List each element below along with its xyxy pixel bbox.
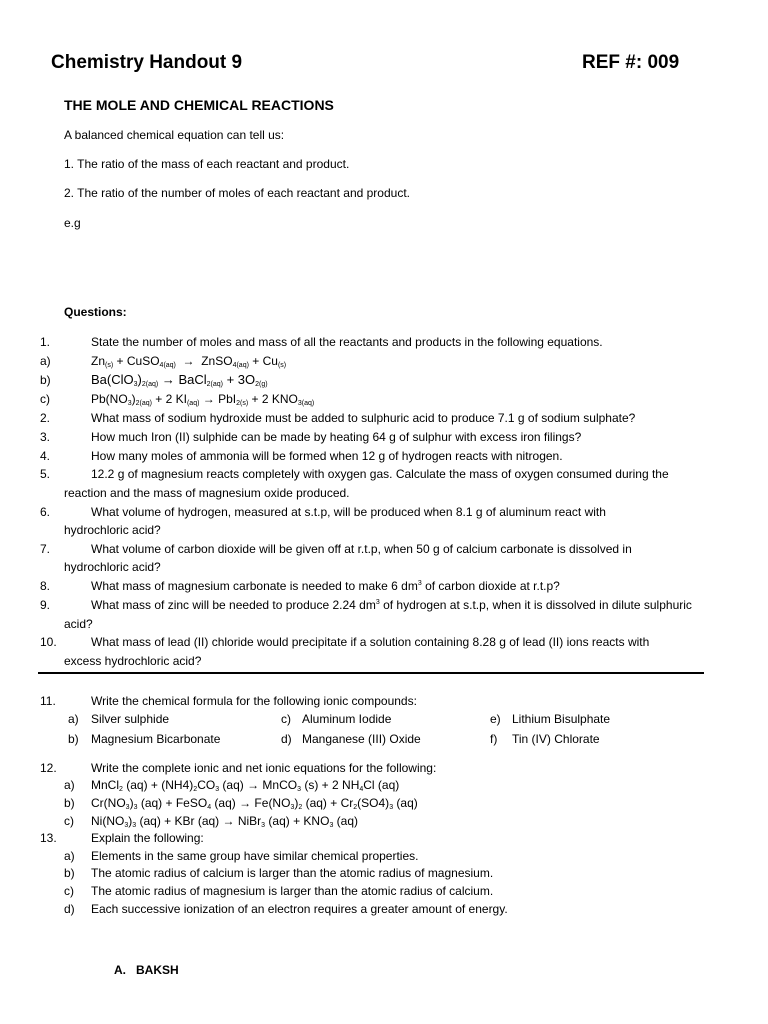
question-6-line-2: hydrochloric acid? [64, 523, 161, 537]
sub-label: a) [64, 849, 75, 863]
question-12-text: Write the complete ionic and net ionic equations for the following: [91, 761, 437, 775]
question-7-line-1: What volume of carbon dioxide will be given off at r.t.p, when 50 g of calcium carbonate is dissolved in [91, 542, 632, 556]
sub-label: c) [40, 392, 50, 406]
sub-label: e) [490, 712, 501, 726]
sub-label: b) [40, 373, 51, 387]
equation-1a: $Zn_{(s)}$ + CuSO$_{4(aq)}$ → ZnSO$_{4(aq)}$ + $Cu_{(s)}$ [91, 354, 287, 369]
question-number: 12. [40, 761, 57, 775]
question-8-text: What mass of magnesium carbonate is needed to make 6 $dm^3$ of carbon dioxide at r.t.p? [91, 579, 560, 593]
intro-lead: A balanced chemical equation can tell us: [64, 128, 285, 142]
question-number: 1. [40, 335, 51, 349]
question-9-line-2: acid? [64, 617, 93, 631]
question-7-line-2: hydrochloric acid? [64, 560, 161, 574]
sub-label: d) [281, 732, 292, 746]
question-6-line-1: What volume of hydrogen, measured at s.t.p, will be produced when 8.1 g of aluminum react with [91, 505, 606, 519]
author-name: A. BAKSH [114, 963, 179, 977]
sub-label: a) [40, 354, 51, 368]
question-number: 3. [40, 430, 51, 444]
sub-label: a) [68, 712, 79, 726]
question-number: 13. [40, 831, 57, 845]
sub-label: d) [64, 902, 75, 916]
sub-label: b) [68, 732, 79, 746]
explain-item: Elements in the same group have similar chemical properties. [91, 849, 419, 863]
question-number: 6. [40, 505, 51, 519]
sub-label: b) [64, 796, 75, 810]
question-number: 9. [40, 598, 51, 612]
compound-item: Silver sulphide [91, 712, 170, 726]
equation-1c: $Pb(NO_3)_{2(aq)} + 2$ $KI_{(aq)} \to PbI_{2(s)} + 2$ $KNO_{3(aq)}$ [91, 392, 315, 407]
equation-12c: $Ni(NO_3)_3$ (aq) + KBr (aq) → NiBr$_3$ $(aq) + KNO_3$ (aq) [91, 814, 359, 829]
intro-point-2: 2. The ratio of the number of moles of each reactant and product. [64, 186, 410, 200]
question-10-line-1: What mass of lead (II) chloride would precipitate if a solution containing 8.28 g of lead (II) ions reacts with [91, 635, 650, 649]
sub-label: f) [490, 732, 498, 746]
question-5-line-1: 12.2 g of magnesium reacts completely with oxygen gas. Calculate the mass of oxygen consumed during the [91, 467, 669, 481]
question-3-text: How much Iron (II) sulphide can be made by heating 64 g of sulphur with excess iron filings? [91, 430, 582, 444]
questions-heading: Questions: [64, 305, 127, 319]
handout-title: Chemistry Handout 9 [51, 52, 243, 73]
question-2-text: What mass of sodium hydroxide must be added to sulphuric acid to produce 7.1 g of sodium sulphate? [91, 411, 636, 425]
question-number: 7. [40, 542, 51, 556]
equation-12a: MnCl$_2$ $(aq) + (NH4)_2CO_3$ (aq) → MnCO$_3$ (s) + 2 $NH_4Cl$ (aq) [91, 778, 400, 793]
question-number: 4. [40, 449, 51, 463]
equation-12b: $Cr(NO_3)_3$ (aq) + FeSO$_4$ $(aq) \to Fe(NO_3)_2$ $(aq) + Cr_2(SO4)_3$ (aq) [91, 796, 418, 811]
sub-label: c) [281, 712, 291, 726]
question-1-text: State the number of moles and mass of all the reactants and products in the following equations. [91, 335, 603, 349]
explain-item: The atomic radius of magnesium is larger than the atomic radius of calcium. [91, 884, 494, 898]
compound-item: Lithium Bisulphate [512, 712, 611, 726]
sub-label: a) [64, 778, 75, 792]
intro-point-1: 1. The ratio of the mass of each reactant and product. [64, 157, 350, 171]
section-title: THE MOLE AND CHEMICAL REACTIONS [64, 97, 334, 113]
equation-1b: $Ba(ClO_3)_{2(aq)}$ → BaCl$_{2(aq)}$ + $3O_{2(g)}$ [91, 372, 268, 388]
reference-number: REF #: 009 [582, 52, 680, 73]
question-number: 8. [40, 579, 51, 593]
intro-example: e.g [64, 216, 81, 230]
question-5-line-2: reaction and the mass of magnesium oxide produced. [64, 486, 350, 500]
question-11-text: Write the chemical formula for the following ionic compounds: [91, 694, 417, 708]
compound-item: Tin (IV) Chlorate [512, 732, 600, 746]
question-10-line-2: excess hydrochloric acid? [64, 654, 202, 668]
section-divider [38, 672, 704, 674]
question-4-text: How many moles of ammonia will be formed when 12 g of hydrogen reacts with nitrogen. [91, 449, 563, 463]
question-number: 2. [40, 411, 51, 425]
sub-label: c) [64, 814, 74, 828]
compound-item: Manganese (III) Oxide [302, 732, 421, 746]
compound-item: Magnesium Bicarbonate [91, 732, 221, 746]
compound-item: Aluminum Iodide [302, 712, 392, 726]
question-9-line-1: What mass of zinc will be needed to produce 2.24 $dm^3$ of hydrogen at s.t.p, when it is dissolved in dilute sulphuric [91, 598, 692, 612]
sub-label: b) [64, 866, 75, 880]
question-number: 11. [40, 694, 56, 708]
question-number: 5. [40, 467, 51, 481]
question-number: 10. [40, 635, 57, 649]
explain-item: Each successive ionization of an electron requires a greater amount of energy. [91, 902, 508, 916]
explain-item: The atomic radius of calcium is larger than the atomic radius of magnesium. [91, 866, 494, 880]
question-13-text: Explain the following: [91, 831, 204, 845]
sub-label: c) [64, 884, 74, 898]
